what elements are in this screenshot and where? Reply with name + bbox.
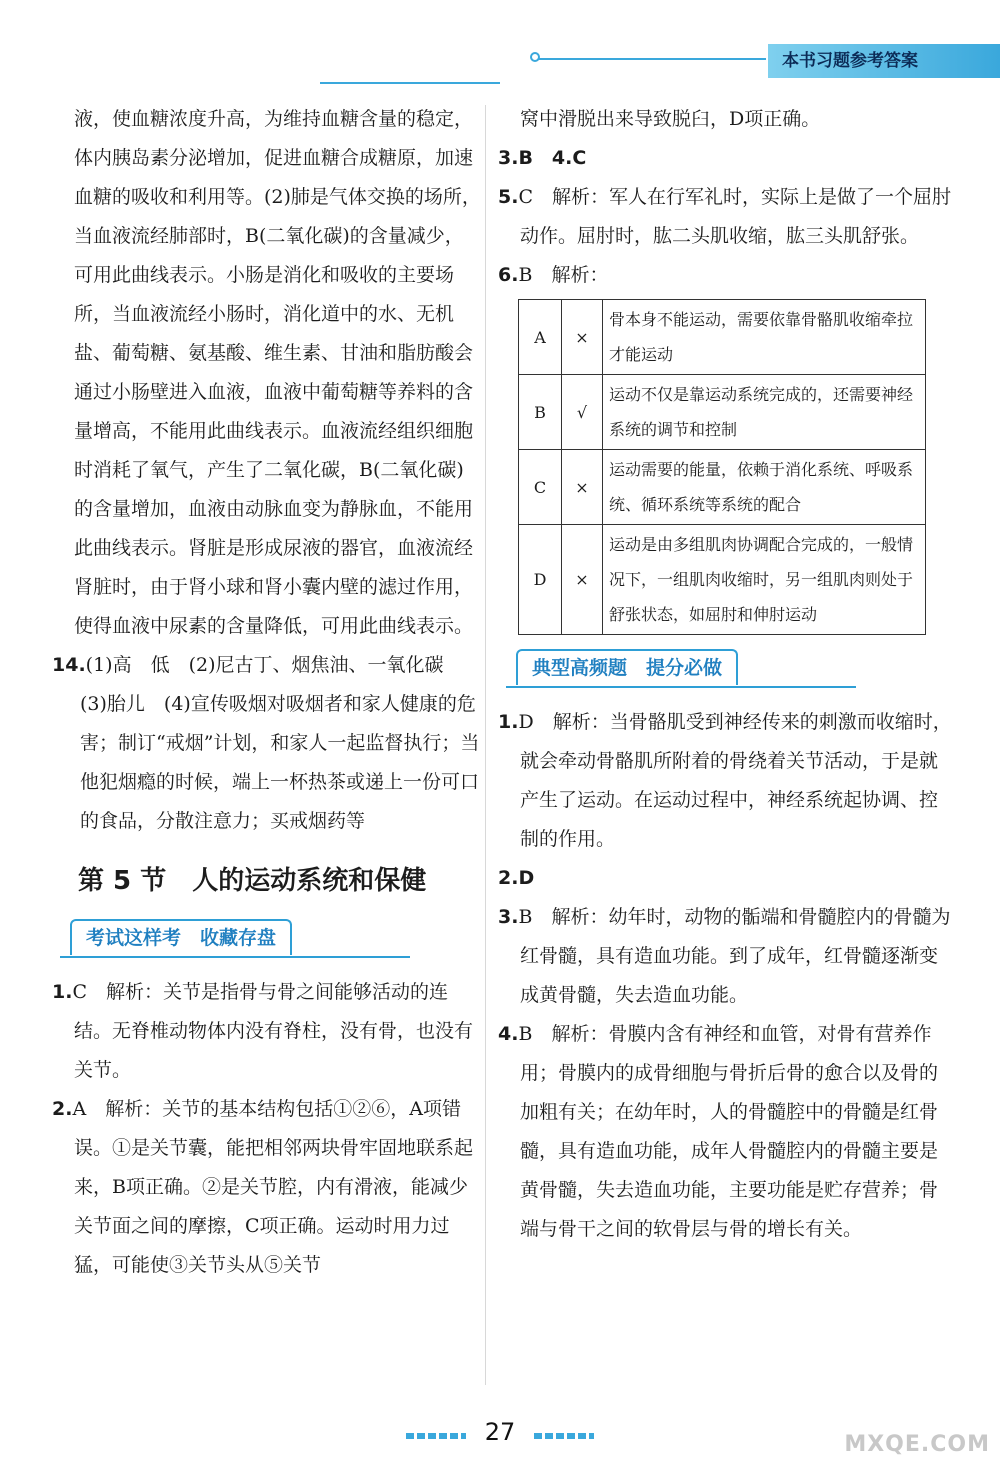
- answer-text: (1)高 低 (2)尼古丁、烟焦油、一氧化碳 (3)胎儿 (4)宣传吸烟对吸烟者和家人健康的危害；制订“戒烟”计划，和家人一起监督执行；当他犯烟瘾的时候，端上一杯热茶或递上一份可口的食品，分散注意力；买戒烟药等: [80, 654, 480, 832]
- answer-choice: A: [72, 1098, 87, 1120]
- header-dot-icon: [530, 52, 540, 62]
- judgement-mark: ×: [562, 300, 603, 375]
- option-explanation: 运动不仅是靠运动系统完成的，还需要神经系统的调节和控制: [603, 375, 926, 450]
- table-row: [519, 300, 926, 375]
- option-explanation: 运动需要的能量，依赖于消化系统、呼吸系统、循环系统等系统的配合: [603, 450, 926, 525]
- answer-r3: [498, 898, 953, 1015]
- answer-text: 关节的基本结构包括①②⑥，A项错误。①是关节囊，能把相邻两块骨牢固地联系起来，B项正确。②是关节腔，内有滑液，能减少关节面之间的摩擦，C项正确。运动时用力过猛，可能使③关节头从⑤关节: [74, 1098, 474, 1276]
- answer-6: [498, 256, 953, 295]
- header-label: 本书习题参考答案: [768, 44, 1000, 78]
- analysis-table: [518, 299, 926, 635]
- answer-number: 1.: [498, 711, 519, 733]
- option-key: D: [519, 525, 562, 635]
- answer-2: [52, 1090, 482, 1285]
- section-title: 第 5 节 人的运动系统和保健: [78, 866, 427, 896]
- answer-text: 骨膜内含有神经和血管，对骨有营养作用；骨膜内的成骨细胞与骨折后骨的愈合以及骨的加粗有关；在幼年时，人的骨髓腔中的骨髓是红骨髓，具有造血功能，成年人骨髓腔内的骨髓主要是黄骨髓，失去造血功能，主要功能是贮存营养；骨端与骨干之间的软骨层与骨的增长有关。: [520, 1023, 939, 1240]
- answer-choice: B: [518, 264, 533, 286]
- judgement-mark: √: [562, 375, 603, 450]
- continued-answer-13: 液，使血糖浓度升高，为维持血糖含量的稳定，体内胰岛素分泌增加，促进血糖合成糖原，加速血糖的吸收和利用等。(2)肺是气体交换的场所，当血液流经肺部时，B(二氧化碳)的含量减少，可用此曲线表示。小肠是消化和吸收的主要场所，当血液流经小肠时，消化道中的水、无机盐、葡萄糖、氨基酸、维生素、甘油和脂肪酸会通过小肠壁进入血液，血液中葡萄糖等养料的含量增高，不能用此曲线表示。血液流经组织细胞时消耗了氧气，产生了二氧化碳，B(二氧化碳)的含量增加，血液由动脉血变为静脉血，不能用此曲线表示。肾脏是形成尿液的器官，血液流经肾脏时，由于肾小球和肾小囊内壁的滤过作用，使得血液中尿素的含量降低，可用此曲线表示。: [74, 108, 481, 637]
- section-tag-exam: 考试这样考 收藏存盘: [70, 919, 292, 955]
- analysis-label: 解析：: [551, 906, 609, 928]
- answer-choice: D: [518, 711, 534, 733]
- answer-number: 4.: [498, 1023, 519, 1045]
- answer-text: 当骨骼肌受到神经传来的刺激而收缩时，就会牵动骨骼肌所附着的骨绕着关节活动，于是就产生了运动。在运动过程中，神经系统起协调、控制的作用。: [520, 711, 952, 850]
- analysis-label: 解析：: [105, 1098, 163, 1120]
- option-key: B: [519, 375, 562, 450]
- answer-choice: C: [518, 186, 533, 208]
- table-row: [519, 450, 926, 525]
- page-number: 27: [484, 1418, 516, 1446]
- answer-choice: C: [72, 981, 87, 1003]
- answer-number: 2.: [52, 1098, 73, 1120]
- answer-14: [52, 646, 482, 841]
- continued-answer-2: 窝中滑脱出来导致脱臼，D项正确。: [520, 108, 821, 130]
- option-key: A: [519, 300, 562, 375]
- analysis-label: 解析：: [106, 981, 164, 1003]
- answer-number: 14.: [52, 654, 86, 676]
- answer-number: 5.: [498, 186, 519, 208]
- option-explanation: 骨本身不能运动，需要依靠骨骼肌收缩牵拉才能运动: [603, 300, 926, 375]
- column-divider: [485, 105, 486, 1385]
- answer-number: 6.: [498, 264, 519, 286]
- answer-r4: [498, 1015, 953, 1249]
- answer-text: 关节是指骨与骨之间能够活动的连结。无脊椎动物体内没有脊柱，没有骨，也没有关节。: [74, 981, 474, 1081]
- answer-text: 军人在行军礼时，实际上是做了一个屈肘动作。屈肘时，肱二头肌收缩，肱三头肌舒张。: [520, 186, 952, 247]
- analysis-label: 解析：: [551, 1023, 609, 1045]
- answers-3-4: 3.B 4.C: [498, 147, 587, 169]
- answer-number: 1.: [52, 981, 73, 1003]
- left-column: [52, 100, 482, 1285]
- answer-text: 幼年时，动物的骺端和骨髓腔内的骨髓为红骨髓，具有造血功能。到了成年，红骨髓逐渐变成黄骨髓，失去造血功能。: [520, 906, 951, 1006]
- answer-1: [52, 973, 482, 1090]
- judgement-mark: ×: [562, 450, 603, 525]
- section-tag-frequent: 典型高频题 提分必做: [516, 649, 738, 685]
- option-key: C: [519, 450, 562, 525]
- footer-ornament-right: [534, 1433, 594, 1439]
- option-explanation: 运动是由多组肌肉协调配合完成的，一般情况下，一组肌肉收缩时，另一组肌肉则处于舒张状态，如屈肘和伸肘运动: [603, 525, 926, 635]
- answer-choice: B: [518, 1023, 533, 1045]
- answer-number: 3.: [498, 906, 519, 928]
- table-row: [519, 375, 926, 450]
- analysis-label: 解析：: [552, 711, 610, 733]
- answer-r2: 2.D: [498, 867, 535, 889]
- analysis-label: 解析：: [551, 264, 609, 286]
- header-rule: [536, 58, 766, 60]
- analysis-label: 解析：: [552, 186, 610, 208]
- watermark: MXQE.COM: [844, 1432, 990, 1457]
- header-rule-stub: [320, 82, 500, 84]
- answer-5: [498, 178, 953, 256]
- footer-ornament-left: [406, 1433, 466, 1439]
- answer-choice: B: [518, 906, 533, 928]
- judgement-mark: ×: [562, 525, 603, 635]
- table-row: [519, 525, 926, 635]
- right-column: [498, 100, 953, 1249]
- answer-r1: [498, 703, 953, 859]
